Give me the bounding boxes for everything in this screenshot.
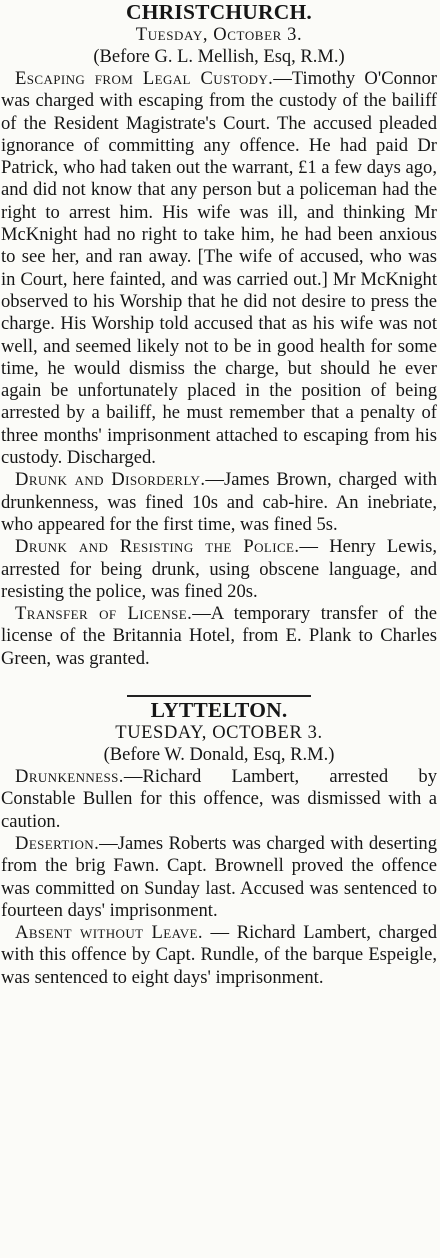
case-desertion bbox=[1, 833, 437, 922]
case-transfer-license bbox=[1, 603, 437, 670]
case-text: —James Brown, charged with drunkenness, was fined 10s and cab-hire. An inebriate, who appeared for the first time, was fined 5s. bbox=[1, 469, 437, 535]
magistrate-line-lyttelton: (Before W. Donald, Esq, R.M.) bbox=[103, 745, 335, 766]
case-caption: Escaping from Legal Custody. bbox=[15, 68, 274, 89]
case-text: — Henry Lewis, arrested for being drunk, using obscene language, and resisting the police, was fined 20s. bbox=[1, 536, 437, 602]
case-text: —Timothy O'Connor was charged with escaping from the custody of the bailiff of the Resident Magistrate's Court. The accused pleaded ignorance of committing any offence. He had paid Dr Patrick, who had taken out the warrant, £1 a few days ago, and did not know that any person but a policeman had the right to arrest him. His wife was ill, and thinking Mr McKnight had no right to take him, he had been anxious to see her, and ran away. [The wife of accused, who was in Court, here fainted, and was carried out.] Mr McKnight observed to his Worship that he did not desire to press the charge. His Worship told accused that as his wife was not well, and seemed likely not to be in good health for some time, he would dismiss the charge, but should he ever again be unfortunately placed in the position of being arrested by a bailiff, he must remember that a penalty of three months' imprisonment attached to escaping from his custody. Discharged. bbox=[1, 68, 437, 469]
case-caption: Transfer of License. bbox=[15, 603, 193, 625]
case-drunk-resisting-police bbox=[1, 536, 437, 603]
case-text: —A temporary transfer of the license of the Britannia Hotel, from E. Plank to Charles Green, was granted. bbox=[1, 603, 437, 669]
case-absent-without-leave bbox=[1, 922, 437, 989]
christchurch-court-report bbox=[1, 0, 437, 670]
magistrate-line-christchurch: (Before G. L. Mellish, Esq, R.M.) bbox=[93, 47, 345, 67]
case-caption: Drunk and Resisting the Police. bbox=[15, 536, 300, 558]
case-caption: Desertion. bbox=[15, 832, 100, 854]
section-divider bbox=[127, 695, 311, 697]
section-date-christchurch: Tuesday, October 3. bbox=[135, 25, 303, 45]
case-drunk-disorderly bbox=[1, 469, 437, 536]
case-drunkenness bbox=[1, 766, 437, 833]
section-date-lyttelton: TUESDAY, OCTOBER 3. bbox=[115, 723, 323, 744]
case-caption: Drunkenness. bbox=[15, 766, 124, 788]
case-text: —James Roberts was charged with deserting from the brig Fawn. Capt. Brownell proved the offence was committed on Sunday last. Accused was sentenced to fourteen days' imprisonment. bbox=[1, 832, 437, 921]
case-text: — Richard Lambert, charged with this offence by Capt. Rundle, of the barque Espeigle, was sentenced to eight days' imprisonment. bbox=[1, 922, 437, 988]
section-heading-christchurch: CHRISTCHURCH. bbox=[126, 0, 312, 24]
case-caption: Drunk and Disorderly. bbox=[15, 469, 206, 491]
section-heading-lyttelton: LYTTELTON. bbox=[150, 698, 288, 723]
case-escaping-custody bbox=[1, 68, 437, 469]
lyttelton-court-report bbox=[1, 698, 437, 989]
case-text: —Richard Lambert, arrested by Constable Bullen for this offence, was dismissed with a caution. bbox=[1, 766, 437, 832]
case-caption: Absent without Leave. bbox=[15, 922, 203, 944]
